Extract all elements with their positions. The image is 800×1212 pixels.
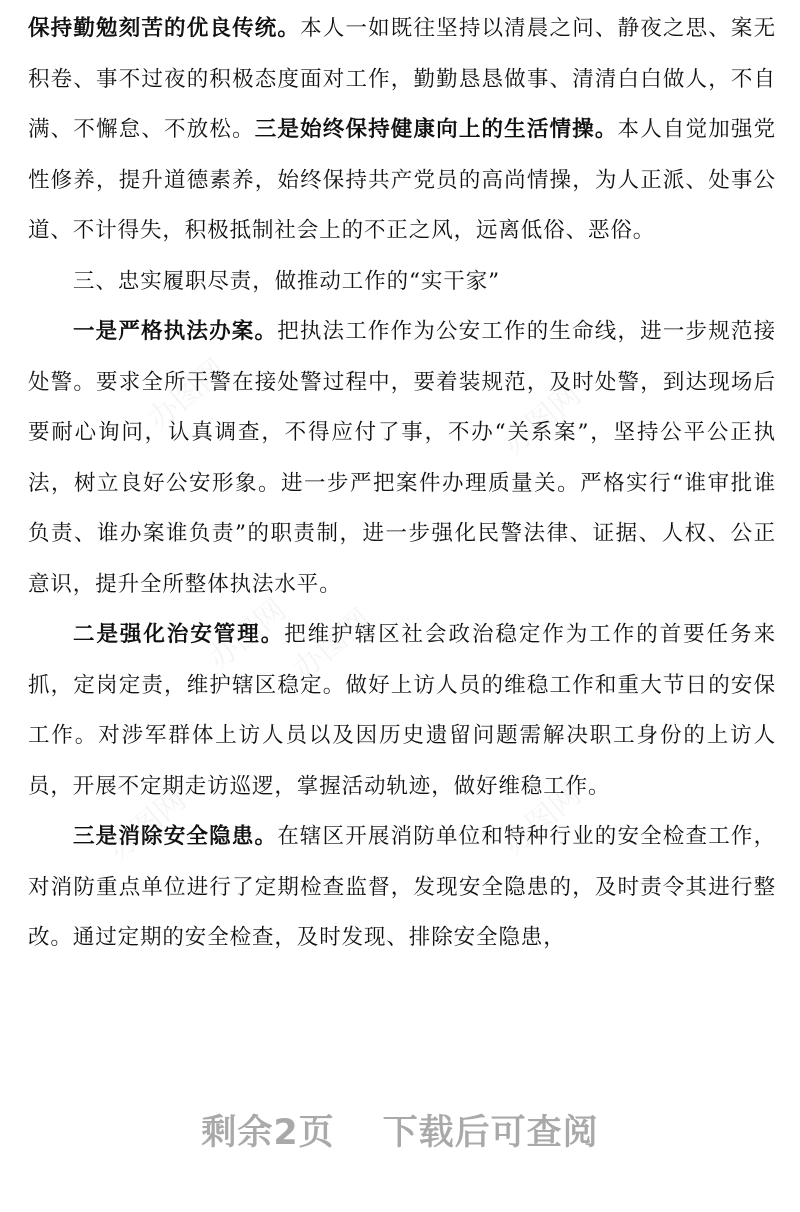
text-run: 在辖区开展消防单位和特种行业的安全检查工作，对消防重点单位进行了定期检查监督，发现安全隐患的，及时责令其进行整改。通过定期的安全检查，及时发现、排除安全隐患， [28,824,776,950]
paragraph [28,307,776,610]
text-run: 本人自觉加强党性修养，提升道德素养，始终保持共产党员的高尚情操，为人正派、处事公道、不计得失，积极抵制社会上的不正之风，远离低俗、恶俗。 [28,117,776,243]
text-run: 把执法工作作为公安工作的生命线，进一步规范接处警。要求全所干警在接处警过程中，要着装规范，及时处警，到达现场后要耐心询问，认真调查，不得应付了事，不办“关系案”，坚持公平公正执法，树立良好公安形象。进一步严把案件办理质量关。严格实行“谁审批谁负责、谁办案谁负责”的职责制，进一步强化民警法律、证据、人权、公正意识，提升全所整体执法水平。 [28,319,776,597]
remaining-pages-label: 剩余2页 [201,1113,335,1153]
bold-run: 三是消除安全隐患。 [73,824,278,849]
bold-run: 一是严格执法办案。 [73,319,278,344]
document-body [28,4,776,964]
paragraph [28,610,776,812]
text-run: 把维护辖区社会政治稳定作为工作的首要任务来抓，定岗定责，维护辖区稳定。做好上访人员的维稳工作和重大节日的安保工作。对涉军群体上访人员以及因历史遗留问题需解决职工身份的上访人员，开展不定期走访巡逻，掌握活动轨迹，做好维稳工作。 [28,622,776,799]
download-to-view-label: 下载后可查阅 [382,1113,599,1153]
section-heading [28,257,776,308]
paragraph [28,812,776,964]
text-run: 本人一如既往坚持以清晨之问、静夜之思、案无积卷、事不过夜的积极态度面对工作，勤勤恳恳做事、清清白白做人，不自满、不懈怠、不放松。 [28,16,776,142]
bold-run: 保持勤勉刻苦的优良传统。 [28,16,301,41]
paragraph [28,4,776,257]
bold-run: 二是强化治安管理。 [73,622,285,647]
bold-run: 三是始终保持健康向上的生活情操。 [254,117,618,142]
text-run: 三、忠实履职尽责，做推动工作的“实干家” [73,268,500,294]
download-prompt[interactable] [0,1108,800,1158]
